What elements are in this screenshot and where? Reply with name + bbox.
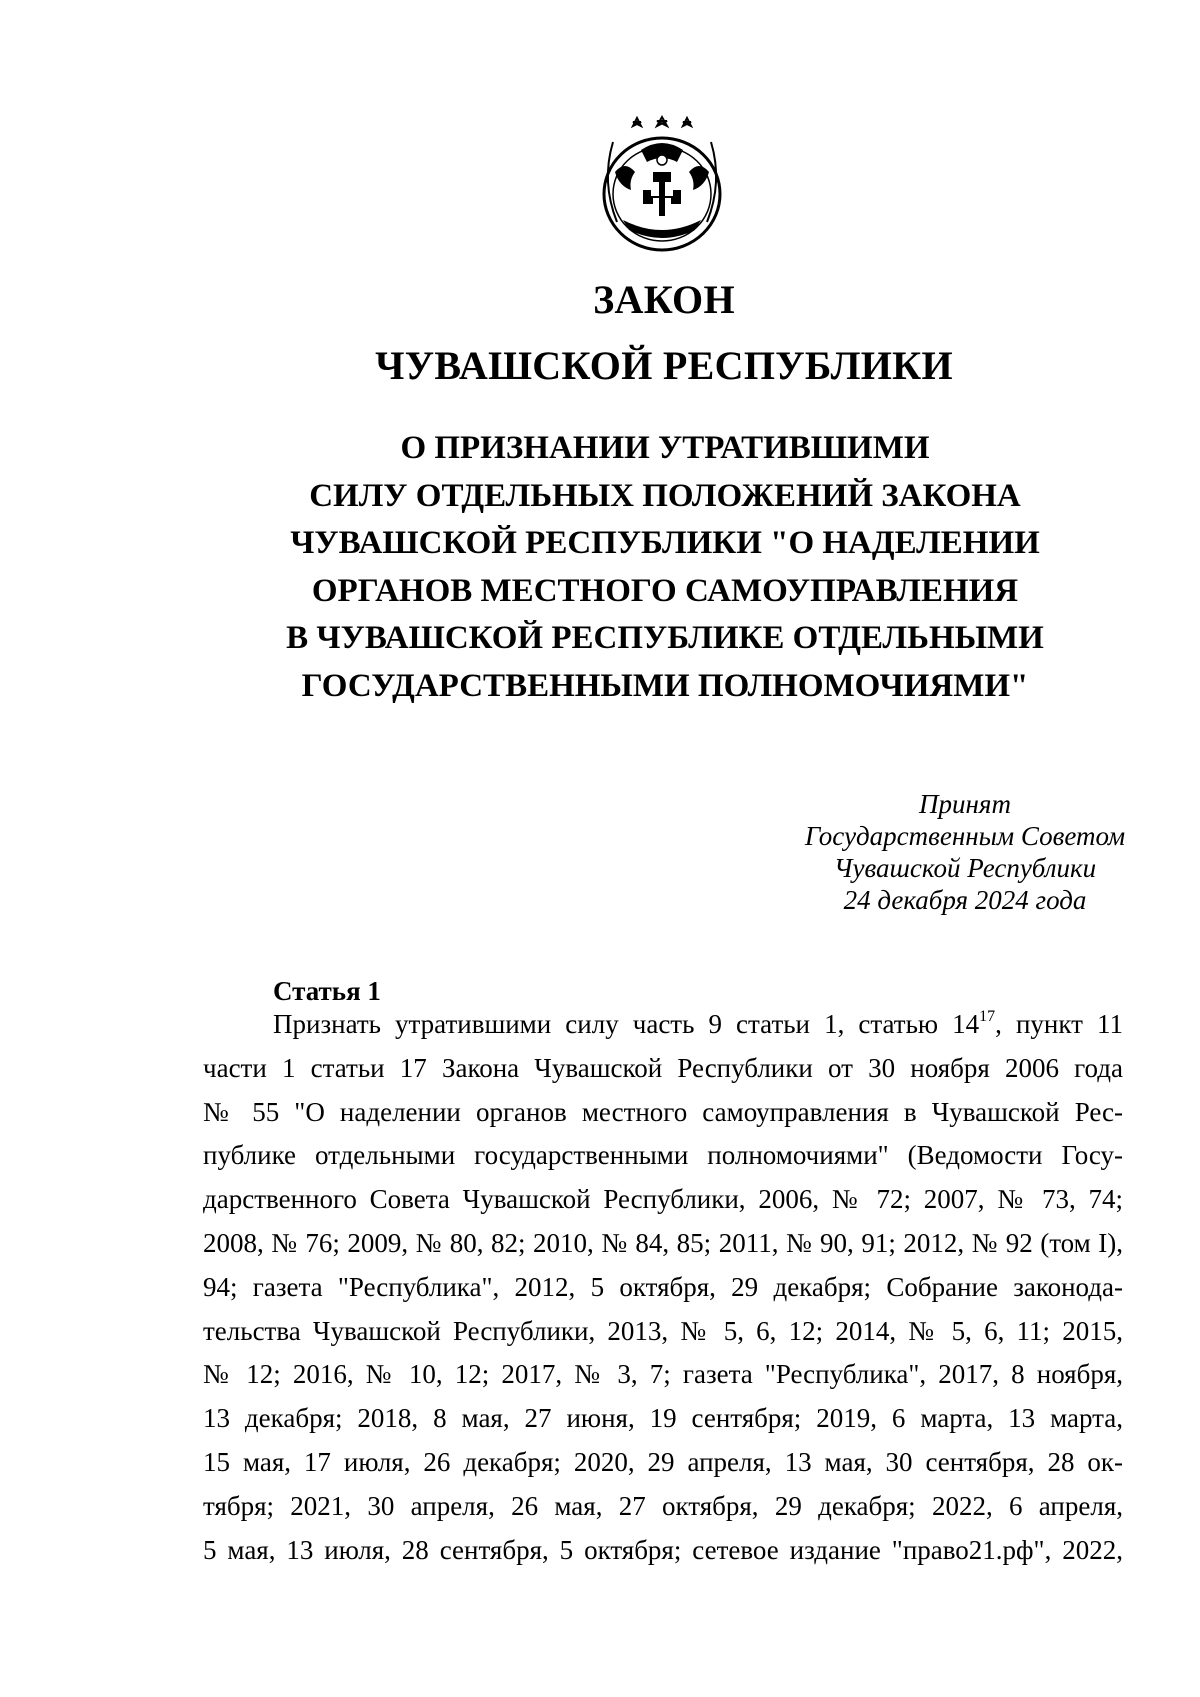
article-line: № 12; 2016, № 10, 12; 2017, № 3, 7; газета "Республика", 2017, 8 ноября, xyxy=(203,1359,1123,1390)
article-heading: Статья 1 xyxy=(273,976,381,1006)
adoption-line: Принят xyxy=(919,789,1011,819)
article-line: дарственного Совета Чувашской Республики, 2006, № 72; 2007, № 73, 74; xyxy=(203,1184,1123,1215)
article-line: публике отдельными государственными полномочиями" (Ведомости Госу- xyxy=(203,1140,1123,1171)
adoption-line: Чувашской Республики xyxy=(833,853,1097,883)
law-title-line: ЧУВАШСКОЙ РЕСПУБЛИКИ "О НАДЕЛЕНИИ xyxy=(290,525,1040,561)
law-title xyxy=(0,425,1200,710)
law-title-line: ОРГАНОВ МЕСТНОГО САМОУПРАВЛЕНИЯ xyxy=(311,572,1019,609)
law-title-line: О ПРИЗНАНИИ УТРАТИВШИМИ xyxy=(400,430,930,466)
article-line: 15 мая, 17 июля, 26 декабря; 2020, 29 апреля, 13 мая, 30 сентября, 28 ок- xyxy=(203,1446,1123,1477)
republic-label: ЧУВАШСКОЙ РЕСПУБЛИКИ xyxy=(375,343,953,388)
article-superscript: 17 xyxy=(979,1008,996,1025)
adoption-line: Государственным Советом xyxy=(804,821,1126,851)
article-line: 2008, № 76; 2009, № 80, 82; 2010, № 84, 85; 2011, № 90, 91; 2012, № 92 (том I), xyxy=(203,1227,1123,1258)
adoption-date: 24 декабря 2024 года xyxy=(843,885,1087,915)
coat-of-arms-icon xyxy=(593,112,731,254)
article-body xyxy=(203,1003,1123,1572)
article-text: Признать утратившими силу часть 9 статьи 1, статью 14 xyxy=(273,1009,980,1039)
law-title-line: В ЧУВАШСКОЙ РЕСПУБЛИКЕ ОТДЕЛЬНЫМИ xyxy=(286,620,1044,656)
article-line: части 1 статьи 17 Закона Чувашской Республики от 30 ноября 2006 года xyxy=(203,1052,1123,1083)
law-title-line: СИЛУ ОТДЕЛЬНЫХ ПОЛОЖЕНИЙ ЗАКОНА xyxy=(309,477,1021,514)
article-line: тельства Чувашской Республики, 2013, № 5, 6, 12; 2014, № 5, 6, 11; 2015, xyxy=(203,1315,1123,1346)
law-title-line: ГОСУДАРСТВЕННЫМИ ПОЛНОМОЧИЯМИ" xyxy=(301,667,1029,704)
article-line: 94; газета "Республика", 2012, 5 октября, 29 декабря; Собрание законода- xyxy=(203,1271,1123,1302)
article-line: тября; 2021, 30 апреля, 26 мая, 27 октября, 29 декабря; 2022, 6 апреля, xyxy=(203,1490,1123,1521)
law-label: ЗАКОН xyxy=(593,277,735,322)
article-line: № 55 "О наделении органов местного самоуправления в Чувашской Рес- xyxy=(203,1096,1123,1127)
article-line xyxy=(203,1003,1123,1047)
article-line: 5 мая, 13 июля, 28 сентября, 5 октября; сетевое издание "право21.рф", 2022, xyxy=(203,1534,1123,1565)
article-line: 13 декабря; 2018, 8 мая, 27 июня, 19 сентября; 2019, 6 марта, 13 марта, xyxy=(203,1403,1123,1434)
article-text: , пункт 11 xyxy=(995,1009,1123,1039)
adoption-note xyxy=(785,788,1145,916)
